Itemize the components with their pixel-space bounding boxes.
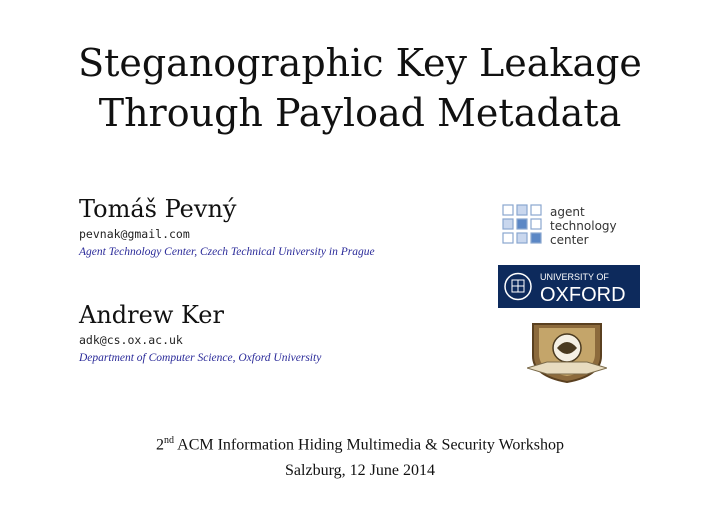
event-ordinal-number: 2 [156,436,165,454]
oxford-university-logo [498,265,640,308]
title-line-2: Through Payload Metadata [98,91,622,135]
event-name [0,428,720,458]
title-line-1: Steganographic Key Leakage [78,41,642,85]
event-footer [0,428,720,484]
event-location-date: Salzburg, 12 June 2014 [285,462,435,480]
event-title: ACM Information Hiding Multimedia & Security Workshop [174,436,564,454]
agent-technology-center-logo [498,202,638,254]
author-email: pevnak@gmail.com [79,227,190,241]
oxford-logo-line-2: OXFORD [540,284,626,306]
author-affiliation: Department of Computer Science, Oxford University [79,352,322,364]
oxford-logo-line-1: UNIVERSITY OF [540,272,609,282]
slide-title [0,38,720,138]
atc-logo-line-3: center [550,233,589,247]
author-name: Andrew Ker [79,301,224,329]
author-affiliation: Agent Technology Center, Czech Technical University in Prague [79,246,375,258]
author-block-ker [79,300,321,364]
atc-logo-line-2: technology [550,219,617,233]
author-name: Tomáš Pevný [79,195,237,223]
author-email: adk@cs.ox.ac.uk [79,333,183,347]
atc-logo-line-1: agent [550,205,585,219]
event-ordinal-suffix: nd [164,435,175,446]
air-force-emblem [527,318,607,384]
author-block-pevny [79,194,375,258]
